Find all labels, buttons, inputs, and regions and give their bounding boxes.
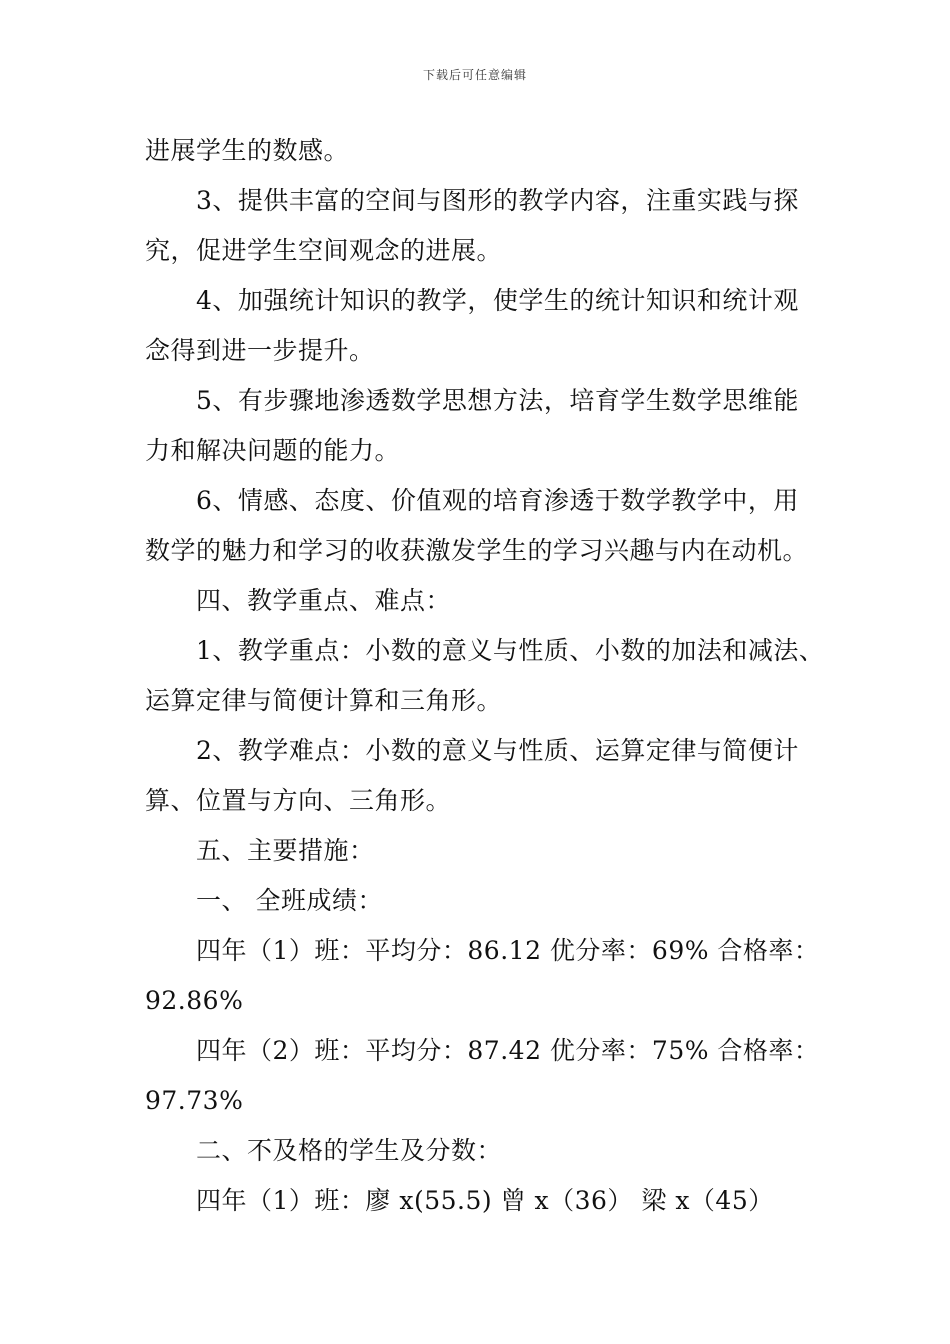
class-score-line: 四年（1）班：平均分：86.12 优分率：69% 合格率： xyxy=(196,936,820,965)
text-line: 2、教学难点：小数的意义与性质、运算定律与简便计 xyxy=(196,736,799,765)
section-heading: 一、 全班成绩： xyxy=(196,886,383,915)
text-line: 3、提供丰富的空间与图形的教学内容，注重实践与探 xyxy=(196,186,799,215)
text-line: 4、加强统计知识的教学，使学生的统计知识和统计观 xyxy=(196,286,799,315)
document-body xyxy=(145,126,825,1226)
text-line: 力和解决问题的能力。 xyxy=(145,436,401,465)
text-line: 5、有步骤地渗透数学思想方法，培育学生数学思维能 xyxy=(196,386,799,415)
text-line: 数学的魅力和学习的收获激发学生的学习兴趣与内在动机。 xyxy=(145,536,809,565)
text-line: 究，促进学生空间观念的进展。 xyxy=(145,236,503,265)
class-score-line: 97.73% xyxy=(145,1086,244,1115)
text-line: 念得到进一步提升。 xyxy=(145,336,375,365)
page-header-note: 下载后可任意编辑 xyxy=(422,68,527,82)
class-score-line: 四年（2）班：平均分：87.42 优分率：75% 合格率： xyxy=(196,1036,820,1065)
text-line: 进展学生的数感。 xyxy=(145,136,350,165)
section-heading: 四、教学重点、难点： xyxy=(196,586,452,615)
section-heading: 二、不及格的学生及分数： xyxy=(196,1136,503,1165)
text-line: 运算定律与简便计算和三角形。 xyxy=(145,686,503,715)
text-line: 算、位置与方向、三角形。 xyxy=(145,786,452,815)
text-line: 1、教学重点：小数的意义与性质、小数的加法和减法、 xyxy=(196,636,825,665)
class-score-line: 92.86% xyxy=(145,986,244,1015)
failing-students-line: 四年（1）班：廖 x(55.5) 曾 x（36） 梁 x（45） xyxy=(196,1186,774,1215)
text-line: 6、情感、态度、价值观的培育渗透于数学教学中，用 xyxy=(196,486,799,515)
section-heading: 五、主要措施： xyxy=(196,836,375,865)
